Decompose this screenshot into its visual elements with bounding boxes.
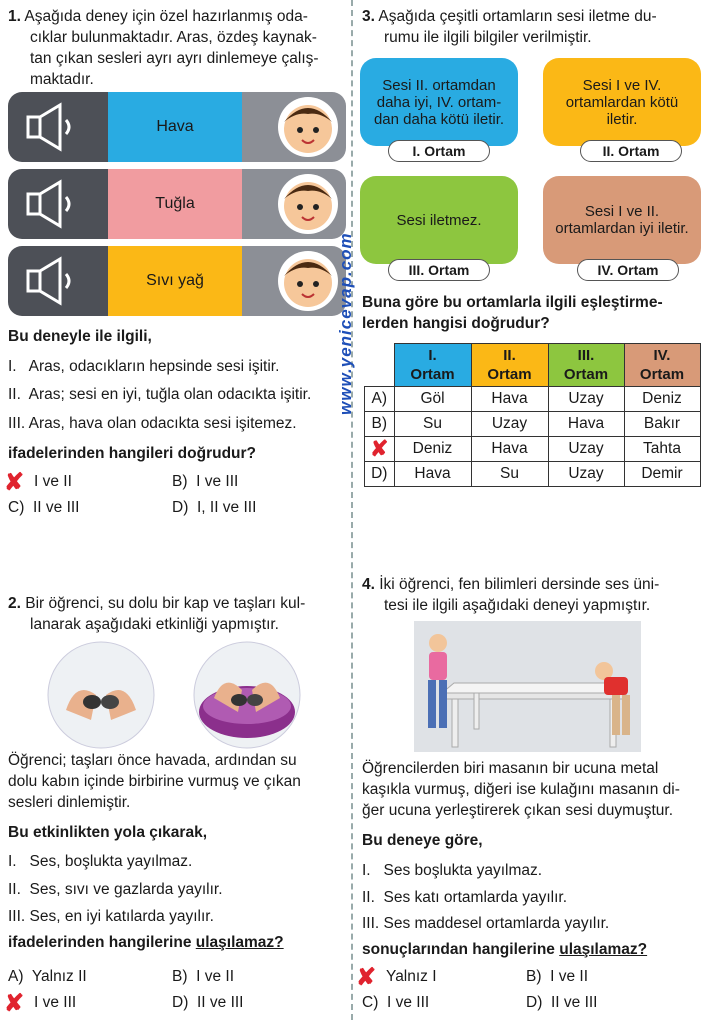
q3-line: Aşağıda çeşitli ortamların sesi iletme du-: [378, 8, 657, 25]
medium-box-text: Sesi iletmez.: [396, 211, 482, 229]
medium-box-3: [360, 176, 518, 264]
q2-para-line: dolu kabın içinde birbirine vurmuş ve çıkan: [8, 773, 301, 790]
q2-lead: Bu etkinlikten yola çıkarak,: [8, 824, 208, 841]
q2-line: Bir öğrenci, su dolu bir kap ve taşları kul-: [25, 595, 306, 612]
speaker-icon: [8, 246, 108, 316]
q1-statement: II. Aras; sesi en iyi, tuğla olan odacıkta işitir.: [8, 386, 312, 403]
child-face-icon: [242, 246, 346, 316]
q1-option-a[interactable]: I ve II: [34, 473, 72, 490]
q1-option-c[interactable]: C) II ve III: [8, 499, 80, 516]
q4-option-d[interactable]: D) II ve III: [526, 994, 598, 1011]
table-row[interactable]: [365, 437, 701, 462]
table-option-label: B): [365, 412, 395, 437]
table-cell: Uzay: [548, 437, 624, 462]
room-row-brick: [8, 169, 346, 239]
matching-table: [364, 343, 701, 487]
q2-stem: [8, 593, 348, 635]
q1-lead: Bu deneyle ile ilgili,: [8, 328, 152, 345]
table-cell: Tahta: [624, 437, 700, 462]
q4-para-line: ğer ucuna yerleştirerek çıkan sesi duymuştur.: [362, 802, 673, 819]
q2-option-c[interactable]: I ve III: [34, 994, 77, 1011]
table-header: I. Ortam: [394, 344, 471, 387]
q4-question: [362, 939, 647, 960]
wrong-answer-x-icon: ✘: [4, 469, 25, 496]
q4-question-underlined: ulaşılamaz?: [559, 941, 648, 958]
table-cell: Deniz: [394, 437, 471, 462]
q3-line: rumu ile ilgili bilgiler verilmiştir.: [384, 29, 592, 46]
q2-para-line: Öğrenci; taşları önce havada, ardından su: [8, 752, 297, 769]
table-option-label: D): [365, 462, 395, 487]
q2-paragraph: [8, 750, 350, 813]
q1-line: tan çıkan sesleri ayrı ayrı dinlemeye çalış-: [30, 50, 319, 67]
wrong-answer-x-icon: ✘: [370, 436, 389, 461]
q2-option-d[interactable]: D) II ve III: [172, 994, 244, 1011]
wrong-answer-x-icon: ✘: [356, 964, 377, 991]
q2-option-b[interactable]: B) I ve II: [172, 968, 235, 985]
q1-option-d[interactable]: D) I, II ve III: [172, 499, 257, 516]
q2-statement: III. Ses, en iyi katılarda yayılır.: [8, 908, 214, 925]
q3-question-line: Buna göre bu ortamlarla ilgili eşleştirme-: [362, 294, 663, 311]
wrong-answer-x-icon: ✘: [4, 990, 25, 1017]
table-option-label: [365, 437, 395, 462]
q4-option-c[interactable]: C) I ve III: [362, 994, 430, 1011]
q3-number: 3.: [362, 8, 375, 25]
medium-tag: III. Ortam: [388, 259, 490, 281]
medium-box-2: [543, 58, 701, 146]
table-cell: Demir: [624, 462, 700, 487]
q3-stem: [362, 6, 698, 48]
table-cell: Su: [394, 412, 471, 437]
table-corner: [365, 344, 395, 387]
column-divider: [351, 0, 353, 1020]
speaker-icon: [8, 169, 108, 239]
q4-question-text: sonuçlarından hangilerine: [362, 941, 560, 958]
q2-question-text: ifadelerinden hangilerine: [8, 934, 196, 951]
child-face-icon: [242, 92, 346, 162]
table-experiment-image: [414, 621, 641, 752]
table-header: IV. Ortam: [624, 344, 700, 387]
q4-statement: I. Ses boşlukta yayılmaz.: [362, 862, 543, 879]
medium-tag: II. Ortam: [580, 140, 682, 162]
q4-line: İki öğrenci, fen bilimleri dersinde ses üni-: [379, 576, 660, 593]
medium-tag: I. Ortam: [388, 140, 490, 162]
q4-lead: Bu deneye göre,: [362, 832, 483, 849]
q4-option-b[interactable]: B) I ve II: [526, 968, 589, 985]
table-cell: Bakır: [624, 412, 700, 437]
medium-box-text: Sesi II. ortamdan daha iyi, IV. ortam-dan daha kötü iletir.: [373, 76, 505, 128]
table-row[interactable]: [365, 412, 701, 437]
q1-stem: [8, 6, 348, 90]
q2-question: [8, 932, 284, 953]
q4-stem: [362, 574, 698, 616]
medium-box-text: Sesi I ve II. ortamlardan iyi iletir.: [555, 203, 689, 237]
table-header: II. Ortam: [471, 344, 548, 387]
table-cell: Hava: [394, 462, 471, 487]
medium-box-text: Sesi I ve IV. ortamlardan kötü iletir.: [565, 76, 679, 128]
q1-number: 1.: [8, 8, 21, 25]
table-header-row: [365, 344, 701, 387]
q4-para-line: Öğrencilerden biri masanın bir ucuna metal: [362, 760, 659, 777]
table-cell: Uzay: [471, 412, 548, 437]
q4-number: 4.: [362, 576, 375, 593]
table-row[interactable]: [365, 387, 701, 412]
table-cell: Deniz: [624, 387, 700, 412]
table-option-label: A): [365, 387, 395, 412]
table-cell: Uzay: [548, 462, 624, 487]
q1-line: maktadır.: [30, 71, 94, 88]
room-label: Sıvı yağ: [108, 246, 242, 316]
q4-para-line: kaşıkla vurmuş, diğeri ise kulağını masanın di-: [362, 781, 680, 798]
table-cell: Hava: [548, 412, 624, 437]
q1-line: Aşağıda deney için özel hazırlanmış oda-: [24, 8, 308, 25]
q1-statement: III. Aras, hava olan odacıkta sesi işitemez.: [8, 415, 297, 432]
q1-statement: I. Aras, odacıkların hepsinde sesi işitir.: [8, 358, 280, 375]
medium-tag: IV. Ortam: [577, 259, 679, 281]
room-row-oil: [8, 246, 346, 316]
table-header: III. Ortam: [548, 344, 624, 387]
q2-line: lanarak aşağıdaki etkinliği yapmıştır.: [30, 616, 279, 633]
q2-question-underlined: ulaşılamaz?: [195, 934, 284, 951]
child-face-icon: [242, 169, 346, 239]
q1-option-b[interactable]: B) I ve III: [172, 473, 239, 490]
room-label: Tuğla: [108, 169, 242, 239]
q4-statement: II. Ses katı ortamlarda yayılır.: [362, 889, 568, 906]
table-row[interactable]: [365, 462, 701, 487]
q2-statement: II. Ses, sıvı ve gazlarda yayılır.: [8, 881, 223, 898]
q4-line: tesi ile ilgili aşağıdaki deneyi yapmıştır.: [384, 597, 651, 614]
stones-in-water-image: [192, 640, 302, 750]
q2-option-a[interactable]: A) Yalnız II: [8, 968, 87, 985]
medium-box-1: [360, 58, 518, 146]
table-cell: Su: [471, 462, 548, 487]
room-label: Hava: [108, 92, 242, 162]
table-cell: Hava: [471, 437, 548, 462]
q1-question: ifadelerinden hangileri doğrudur?: [8, 445, 257, 462]
q2-number: 2.: [8, 595, 21, 612]
q4-statement: III. Ses maddesel ortamlarda yayılır.: [362, 915, 610, 932]
q3-question: [362, 292, 698, 334]
q2-statement: I. Ses, boşlukta yayılmaz.: [8, 853, 193, 870]
q4-paragraph: [362, 758, 700, 821]
speaker-icon: [8, 92, 108, 162]
table-cell: Göl: [394, 387, 471, 412]
table-cell: Hava: [471, 387, 548, 412]
q1-line: cıklar bulunmaktadır. Aras, özdeş kaynak-: [30, 29, 317, 46]
q3-question-line: lerden hangisi doğrudur?: [362, 315, 550, 332]
stones-in-air-image: [46, 640, 156, 750]
room-row-air: [8, 92, 346, 162]
table-cell: Uzay: [548, 387, 624, 412]
q2-para-line: sesleri dinlemiştir.: [8, 794, 131, 811]
medium-box-4: [543, 176, 701, 264]
q4-option-a[interactable]: Yalnız I: [386, 968, 437, 985]
watermark: www.yenicevap.com: [336, 232, 355, 415]
